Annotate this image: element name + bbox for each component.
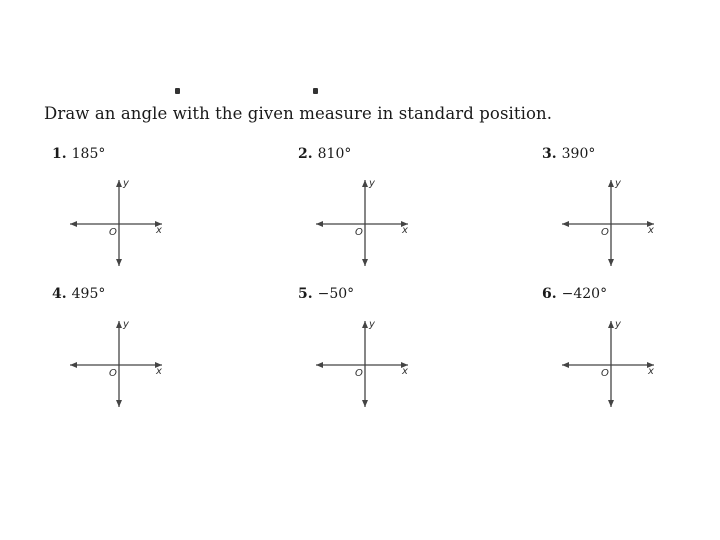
y-axis-up-arrow: [362, 321, 368, 328]
angle-measure: 495°: [71, 286, 106, 302]
y-axis-down-arrow: [116, 259, 122, 266]
problem-1-axes: [70, 177, 170, 271]
y-axis-label: y: [369, 178, 375, 189]
header-mark: [313, 88, 318, 94]
problem-3-label: [542, 146, 595, 162]
y-axis-label: y: [369, 319, 375, 330]
origin-label: O: [109, 227, 117, 238]
x-axis-label: x: [402, 366, 408, 377]
x-axis-left-arrow: [316, 221, 323, 227]
angle-measure: 185°: [71, 146, 106, 162]
angle-measure: 390°: [561, 146, 596, 162]
y-axis-label: y: [123, 319, 129, 330]
problem-number: 1.: [52, 146, 67, 162]
y-axis-label: y: [123, 178, 129, 189]
y-axis-down-arrow: [116, 400, 122, 407]
x-axis-label: x: [648, 366, 654, 377]
header-mark: [175, 88, 180, 94]
y-axis-up-arrow: [116, 180, 122, 187]
problem-number: 4.: [52, 286, 67, 302]
x-axis-left-arrow: [316, 362, 323, 368]
y-axis-down-arrow: [608, 400, 614, 407]
problem-5-label: [298, 286, 354, 302]
x-axis-left-arrow: [70, 221, 77, 227]
x-axis-label: x: [648, 225, 654, 236]
origin-label: O: [601, 227, 609, 238]
angle-measure: −50°: [317, 286, 355, 302]
origin-label: O: [355, 227, 363, 238]
y-axis-up-arrow: [362, 180, 368, 187]
x-axis-label: x: [402, 225, 408, 236]
y-axis-down-arrow: [362, 400, 368, 407]
problem-number: 3.: [542, 146, 557, 162]
problem-number: 2.: [298, 146, 313, 162]
x-axis-label: x: [156, 366, 162, 377]
y-axis-up-arrow: [608, 180, 614, 187]
angle-measure: 810°: [317, 146, 352, 162]
angle-measure: −420°: [561, 286, 608, 302]
origin-label: O: [601, 368, 609, 379]
problem-1-label: [52, 146, 105, 162]
header-remnant: [0, 88, 720, 100]
origin-label: O: [355, 368, 363, 379]
x-axis-left-arrow: [562, 362, 569, 368]
x-axis-left-arrow: [562, 221, 569, 227]
y-axis-up-arrow: [608, 321, 614, 328]
problem-4-axes: [70, 318, 170, 412]
y-axis-down-arrow: [608, 259, 614, 266]
origin-label: O: [109, 368, 117, 379]
problem-number: 5.: [298, 286, 313, 302]
problem-2-label: [298, 146, 351, 162]
problem-3-axes: [562, 177, 662, 271]
y-axis-down-arrow: [362, 259, 368, 266]
instruction-text: Draw an angle with the given measure in standard position.: [44, 104, 553, 123]
problem-6-label: [542, 286, 607, 302]
y-axis-label: y: [615, 319, 621, 330]
x-axis-label: x: [156, 225, 162, 236]
problem-4-label: [52, 286, 105, 302]
problem-6-axes: [562, 318, 662, 412]
problem-number: 6.: [542, 286, 557, 302]
problem-5-axes: [316, 318, 416, 412]
problem-2-axes: [316, 177, 416, 271]
y-axis-up-arrow: [116, 321, 122, 328]
x-axis-left-arrow: [70, 362, 77, 368]
y-axis-label: y: [615, 178, 621, 189]
